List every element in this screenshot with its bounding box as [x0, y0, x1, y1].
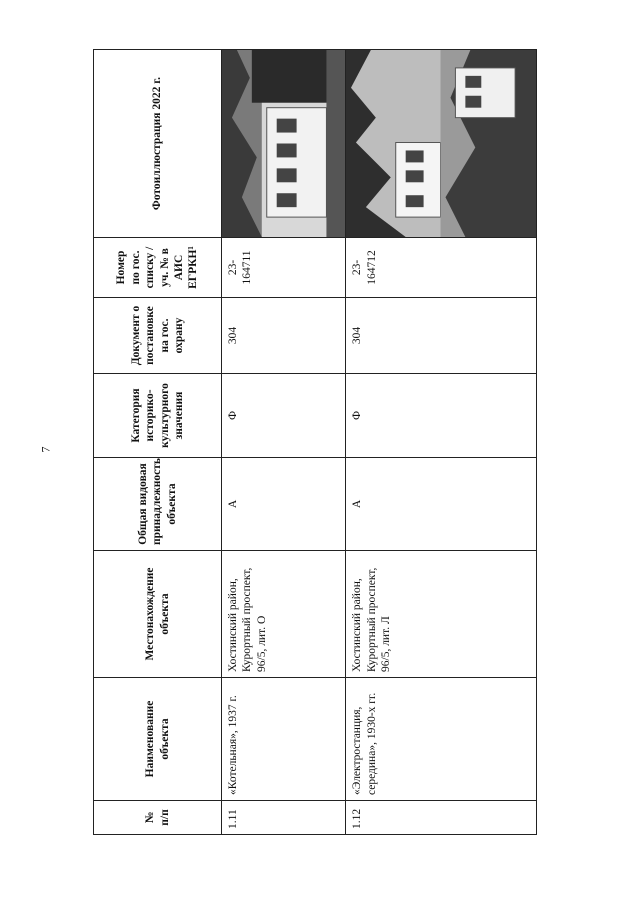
- header-num: № п/п: [94, 801, 222, 835]
- cell-location: Хостинский район, Курортный проспект, 96/5, лит. О: [222, 551, 346, 678]
- cell-num: 1.11: [222, 801, 346, 835]
- header-category: Категория историко-культурного значения: [94, 374, 222, 458]
- cell-location: Хостинский район, Курортный проспект, 96/5, лит. Л: [346, 551, 537, 678]
- cell-photo: [222, 50, 346, 238]
- cell-document: 304: [346, 298, 537, 374]
- header-document: Документ о постановке на гос. охрану: [94, 298, 222, 374]
- table-row: [222, 50, 346, 835]
- table-header-row: [94, 50, 222, 835]
- cell-category: Ф: [222, 374, 346, 458]
- cell-type: А: [346, 458, 537, 551]
- cell-num: 1.12: [346, 801, 537, 835]
- header-name: Наименование объекта: [94, 678, 222, 801]
- table-container: [93, 50, 536, 835]
- heritage-objects-table: [93, 49, 537, 835]
- header-photo: Фотоиллюстрация 2022 г.: [94, 50, 222, 238]
- heritage-table-wrapper: [93, 50, 536, 835]
- photo-power-station: [346, 50, 536, 237]
- cell-photo: [346, 50, 537, 238]
- cell-document: 304: [222, 298, 346, 374]
- cell-name: «Котельная», 1937 г.: [222, 678, 346, 801]
- header-reg-number: Номер по гос. списку /уч. № в АИС ЕГРКН¹: [94, 238, 222, 298]
- cell-reg-number: 23-164711: [222, 238, 346, 298]
- cell-category: Ф: [346, 374, 537, 458]
- table-row: [346, 50, 537, 835]
- photo-boiler-house: [222, 50, 345, 237]
- header-type: Общая видовая принадлежность объекта: [94, 458, 222, 551]
- cell-name: «Электростанция, середина», 1930-х гг.: [346, 678, 537, 801]
- cell-reg-number: 23-164712: [346, 238, 537, 298]
- page-number: 7: [38, 446, 53, 453]
- cell-type: А: [222, 458, 346, 551]
- header-location: Местонахождение объекта: [94, 551, 222, 678]
